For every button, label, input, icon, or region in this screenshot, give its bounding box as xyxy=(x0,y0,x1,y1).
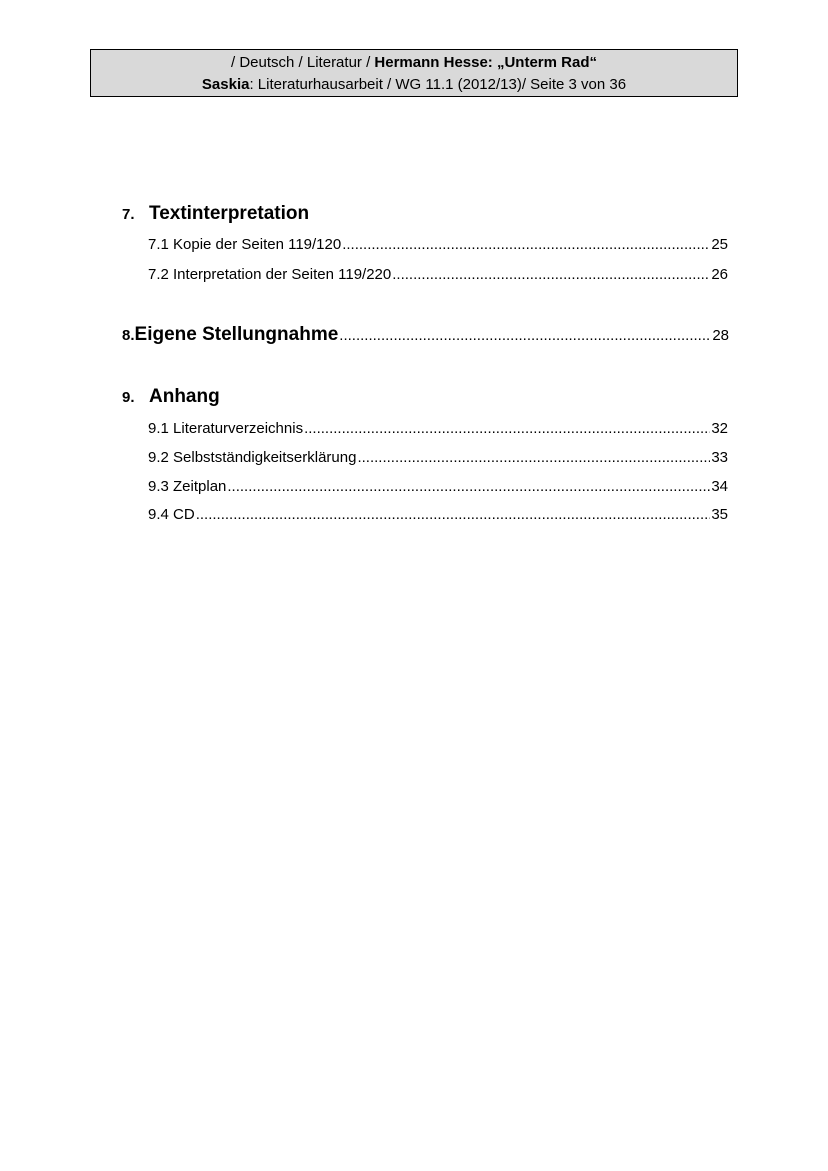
section-title: Anhang xyxy=(149,386,220,407)
entry-page-number: 32 xyxy=(711,420,728,437)
entry-page-number: 33 xyxy=(711,449,728,466)
toc-entry-9-1[interactable] xyxy=(148,420,728,437)
toc-entry-9-3[interactable] xyxy=(148,478,728,495)
toc-section-9[interactable] xyxy=(122,386,729,408)
toc-section-7[interactable] xyxy=(122,203,729,225)
entry-label: 9.2 Selbstständigkeitserklärung xyxy=(148,449,357,466)
dot-leader xyxy=(196,506,711,523)
page-header xyxy=(90,49,738,97)
dot-leader xyxy=(339,327,711,344)
header-line-2 xyxy=(91,74,737,96)
entry-label: 9.1 Literaturverzeichnis xyxy=(148,420,304,437)
dot-leader xyxy=(357,449,710,466)
entry-label: 9.3 Zeitplan xyxy=(148,478,227,495)
entry-label: 7.1 Kopie der Seiten 119/120 xyxy=(148,236,342,253)
section-number: 9. xyxy=(122,389,135,406)
header-line-1 xyxy=(91,52,737,74)
section-number: 7. xyxy=(122,206,135,223)
header-assignment-info: : Literaturhausarbeit / WG 11.1 (2012/13)/ Seite 3 von 36 xyxy=(249,76,627,93)
entry-page-number: 25 xyxy=(711,236,728,253)
header-subject-path: / Deutsch / Literatur / xyxy=(231,54,375,71)
entry-page-number: 35 xyxy=(711,506,728,523)
section-page-number: 28 xyxy=(712,327,729,344)
header-author-name: Saskia xyxy=(201,76,250,93)
toc-section-8[interactable] xyxy=(122,324,729,346)
section-title: Eigene Stellungnahme xyxy=(134,324,339,345)
dot-leader xyxy=(342,236,710,253)
section-title: Textinterpretation xyxy=(149,203,310,224)
entry-page-number: 26 xyxy=(711,266,728,283)
entry-page-number: 34 xyxy=(711,478,728,495)
dot-leader xyxy=(392,266,710,283)
entry-label: 7.2 Interpretation der Seiten 119/220 xyxy=(148,266,392,283)
section-number: 8. xyxy=(122,327,135,344)
dot-leader xyxy=(304,420,710,437)
header-book-title: Hermann Hesse: „Unterm Rad“ xyxy=(374,54,597,71)
toc-entry-9-4[interactable] xyxy=(148,506,728,523)
entry-label: 9.4 CD xyxy=(148,506,195,523)
toc-entry-9-2[interactable] xyxy=(148,449,728,466)
toc-entry-7-1[interactable] xyxy=(148,236,728,253)
dot-leader xyxy=(227,478,710,495)
toc-entry-7-2[interactable] xyxy=(148,266,728,283)
